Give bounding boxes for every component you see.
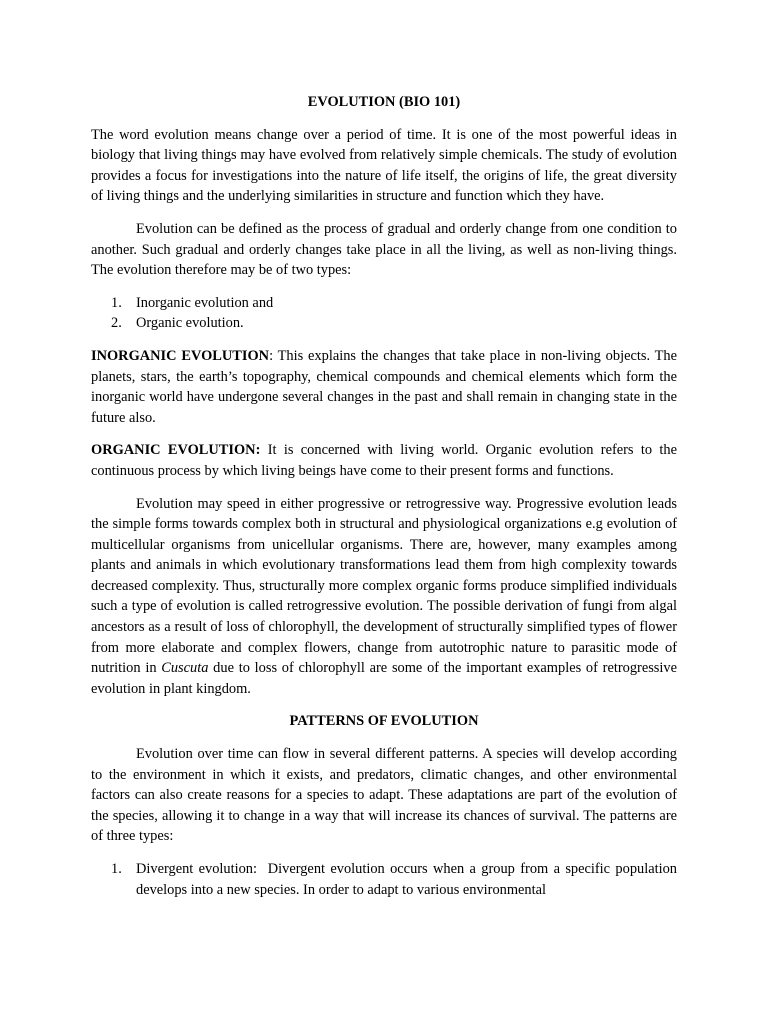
document-body xyxy=(91,92,681,912)
patterns-list xyxy=(91,859,681,900)
species-name: Cuscuta xyxy=(161,660,209,677)
list-number: 1. xyxy=(111,294,122,311)
inorganic-evolution-paragraph xyxy=(91,346,677,428)
list-item-text: Organic evolution. xyxy=(136,315,244,332)
list-item-text: Inorganic evolution and xyxy=(136,294,274,311)
inorganic-evolution-term: INORGANIC EVOLUTION xyxy=(91,347,270,364)
paragraph-text: due to loss of chlorophyll are some of the important examples of retrogressive evolution in plant kingdom. xyxy=(91,660,677,697)
patterns-heading: PATTERNS OF EVOLUTION xyxy=(289,713,479,730)
inorganic-evolution-text: : This explains the changes that take place in non-living objects. The planets, stars, the earth’s topography, chemical compounds and chemical elements which form the inorganic world have undergone several changes in the past and shall remain in changing state in the future also. xyxy=(91,347,677,426)
intro-paragraph: The word evolution means change over a period of time. It is one of the most powerful ideas in biology that living things may have evolved from relatively simple chemicals. The study of evolution provides a focus for investigations into the nature of life itself, the origins of life, the great diversity of living things and the underlying similarities in structure and function which they have. xyxy=(91,126,677,205)
document-title: EVOLUTION (BIO 101) xyxy=(307,94,461,110)
paragraph-text: Evolution may speed in either progressive or retrogressive way. Progressive evolution leads the simple forms towards complex both in structural and physiological organizations e.g evolution of multicellular organisms from unicellular organisms. There are, however, many examples among plants and animals in which evolutionary transformations lead them from high complexity towards decreased complexity. Thus, structurally more complex organic forms produce simplified individuals such a type of evolution is called retrogressive evolution. The possible derivation of fungi from algal ancestors as a result of loss of chlorophyll, the development of structurally simplified types of flower from more elaborate and complex flowers, change from autotrophic nature to parasitic mode of nutrition in xyxy=(91,495,677,677)
list-item xyxy=(91,313,677,334)
evolution-types-list xyxy=(91,293,677,334)
definition-paragraph: Evolution can be defined as the process of gradual and orderly change from one condition to another. Such gradual and orderly changes take place in all the living, as well as non-living things. The evolution therefore may be of two types: xyxy=(91,220,677,279)
list-item xyxy=(91,293,677,314)
organic-evolution-term: ORGANIC EVOLUTION: xyxy=(91,442,261,459)
list-number: 1. xyxy=(111,861,122,877)
progressive-retrogressive-paragraph xyxy=(91,494,677,700)
list-item-text: Divergent evolution: Divergent evolution occurs when a group from a specific population develops into a new species. In order to adapt to various environmental xyxy=(136,861,681,898)
organic-evolution-paragraph xyxy=(91,440,677,481)
list-number: 2. xyxy=(111,315,122,332)
patterns-intro-paragraph: Evolution over time can flow in several different patterns. A species will develop according to the environment in which it exists, and predators, climatic changes, and other environmental factors can also create reasons for a species to adapt. These adaptations are part of the evolution of the species, allowing it to change in a way that will increase its chances of survival. The patterns are of three types: xyxy=(91,746,677,845)
organic-evolution-text: It is concerned with living world. Organic evolution refers to the continuous process by which living beings have come to their present forms and functions. xyxy=(91,442,677,479)
list-item xyxy=(91,859,681,900)
